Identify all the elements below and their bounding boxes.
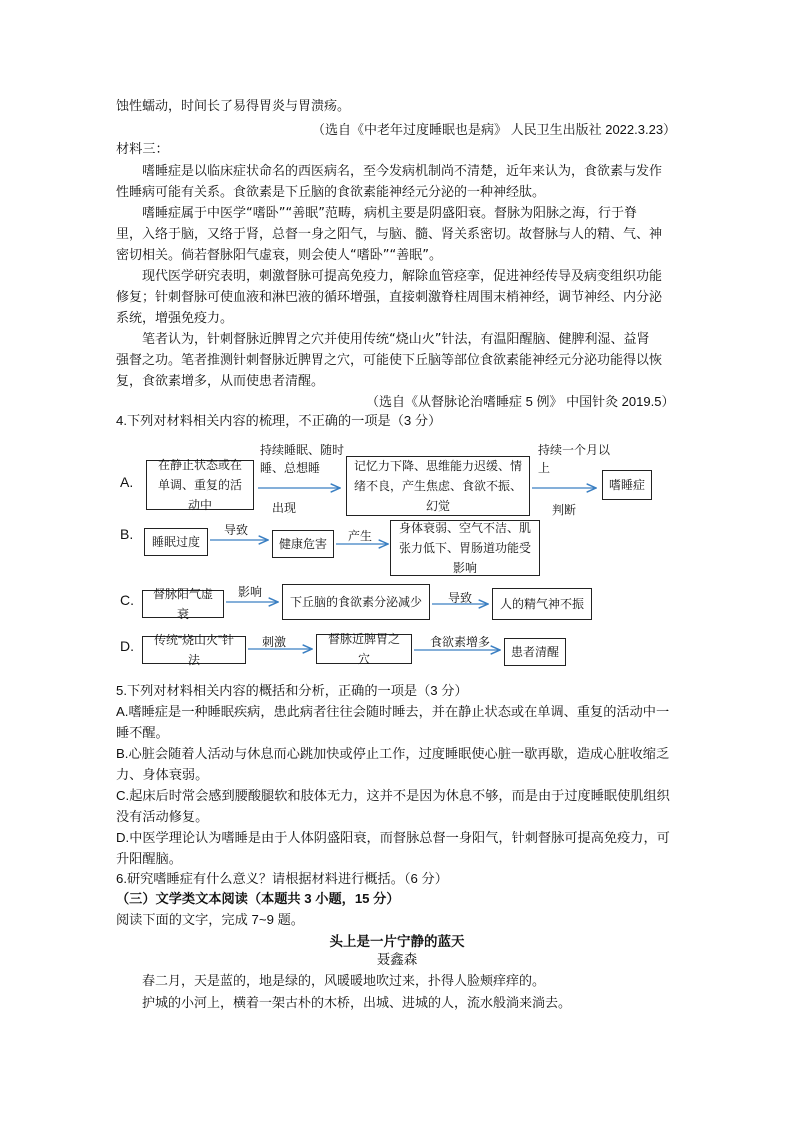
story-title: 头上是一片宁静的蓝天 [329,934,465,949]
paragraph-line: 里，入络于脑，又络于肾，总督一身之阳气，与脑、髓、肾关系密切。故督脉与人的精、气、神 [116,227,663,242]
instruction: 阅读下面的文字，完成 7~9 题。 [116,912,304,927]
box-d3: 患者清醒 [504,638,566,666]
q5-line: 睡不醒。 [116,725,169,740]
option-c-letter: C. [120,592,134,608]
paragraph-line: 嗜睡症属于中医学“嗜卧”“善眠”范畴，病机主要是阴盛阳衰。督脉为阳脉之海，行于脊 [142,206,637,221]
box-a1: 在静止状态或在单调、重复的活动中 [146,460,254,510]
section-3-heading: （三）文学类文本阅读（本题共 3 小题，15 分） [116,891,400,906]
source-note-3: （选自《从督脉论治嗜睡症 5 例》 中国针灸 2019.5） [366,394,675,409]
paragraph-line: 强督之功。笔者推测针刺督脉近脾胃之穴，可能使下丘脑等部位食欲素能神经元分泌功能得以恢 [116,353,663,368]
box-b2: 健康危害 [272,530,334,558]
box-a3: 嗜睡症 [602,470,652,500]
paragraph-line: 性睡病可能有关系。食欲素是下丘脑的食欲素能神经元分泌的一种神经肽。 [116,185,546,200]
box-b1: 睡眠过度 [144,528,208,556]
question-5: 5.下列对材料相关内容的概括和分析，正确的一项是（3 分） [116,683,468,698]
label-b2: 产生 [348,529,373,543]
paragraph-line: 复，食欲素增多，从而使患者清醒。 [116,374,325,389]
material2-tail: 蚀性蠕动，时间长了易得胃炎与胃溃疡。 [116,99,351,114]
q5-line: 力、身体衰弱。 [116,767,209,782]
story-author: 聂鑫森 [376,952,418,967]
question-4: 4.下列对材料相关内容的梳理，不正确的一项是（3 分） [116,413,442,428]
option-b-letter: B. [120,526,134,542]
paragraph-line: 系统，增强免疫力。 [116,311,234,326]
q5-line: D.中医学理论认为嗜睡是由于人体阴盛阳衰，而督脉总督一身阳气，针刺督脉可提高免疫力，可 [116,830,670,845]
label-b1: 导致 [224,523,249,537]
paragraph-line: 嗜睡症是以临床症状命名的西医病名，至今发病机制尚不清楚，近年来认为，食欲素与发作 [142,164,663,179]
label-c1: 影响 [238,585,263,599]
q5-line: 升阳醒脑。 [116,851,182,866]
question-6: 6.研究嗜睡症有什么意义？请根据材料进行概括。（6 分） [116,871,448,886]
box-d2: 督脉近脾胃之穴 [316,634,412,664]
story-line: 护城的小河上，横着一架古朴的木桥，出城、进城的人，流水般淌来淌去。 [142,996,572,1011]
label-d2: 食欲素增多 [430,635,491,649]
q5-line: 没有活动修复。 [116,809,209,824]
option-d-letter: D. [120,638,134,654]
option-a-letter: A. [120,474,134,490]
paragraph-line: 修复；针刺督脉可使血液和淋巴液的循环增强，直接刺激脊柱周围末梢神经，调节神经、内分泌 [116,290,663,305]
q5-line: C.起床后时常会感到腰酸腿软和肢体无力，这并不是因为休息不够，而是由于过度睡眠使肌组织 [116,788,670,803]
box-c1: 督脉阳气虚衰 [142,590,224,618]
paragraph-line: 密切相关。倘若督脉阳气虚衰，则会使人“嗜卧”“善眠”。 [116,248,442,263]
source-note-2: （选自《中老年过度睡眠也是病》 人民卫生出版社 2022.3.23） [312,122,677,137]
q5-line: A.嗜睡症是一种睡眠疾病，患此病者往往会随时睡去，并在静止状态或在单调、重复的活动中一 [116,704,670,719]
material3-title: 材料三： [116,141,169,156]
label-a1-top: 持续睡眠、随时睡、总想睡 [260,443,345,475]
box-a2: 记忆力下降、思维能力迟缓、情绪不良，产生焦虑、食欲不振、幻觉 [346,456,530,516]
label-a2-bottom: 判断 [552,503,577,517]
story-line: 春二月，天是蓝的，地是绿的，风暖暖地吹过来，扑得人脸颊痒痒的。 [142,974,546,989]
paragraph-line: 现代医学研究表明，刺激督脉可提高免疫力，解除血管痉挛，促进神经传导及病变组织功能 [142,269,663,284]
box-c3: 人的精气神不振 [492,588,592,620]
label-d1: 刺激 [262,635,287,649]
paragraph-line: 笔者认为，针刺督脉近脾胃之穴并使用传统“烧山火”针法，有温阳醒脑、健脾利湿、益肾 [142,332,650,347]
label-a2-top: 持续一个月以上 [538,443,611,475]
box-b3: 身体衰弱、空气不洁、肌张力低下、胃肠道功能受影响 [390,520,540,576]
label-a1-bottom: 出现 [272,501,297,515]
label-c2: 导致 [448,591,473,605]
q5-line: B.心脏会随着人活动与休息而心跳加快或停止工作，过度睡眠使心脏一歇再歇，造成心脏收缩乏 [116,746,670,761]
box-c2: 下丘脑的食欲素分泌减少 [282,584,430,620]
box-d1: 传统“烧山火”针法 [142,636,246,664]
